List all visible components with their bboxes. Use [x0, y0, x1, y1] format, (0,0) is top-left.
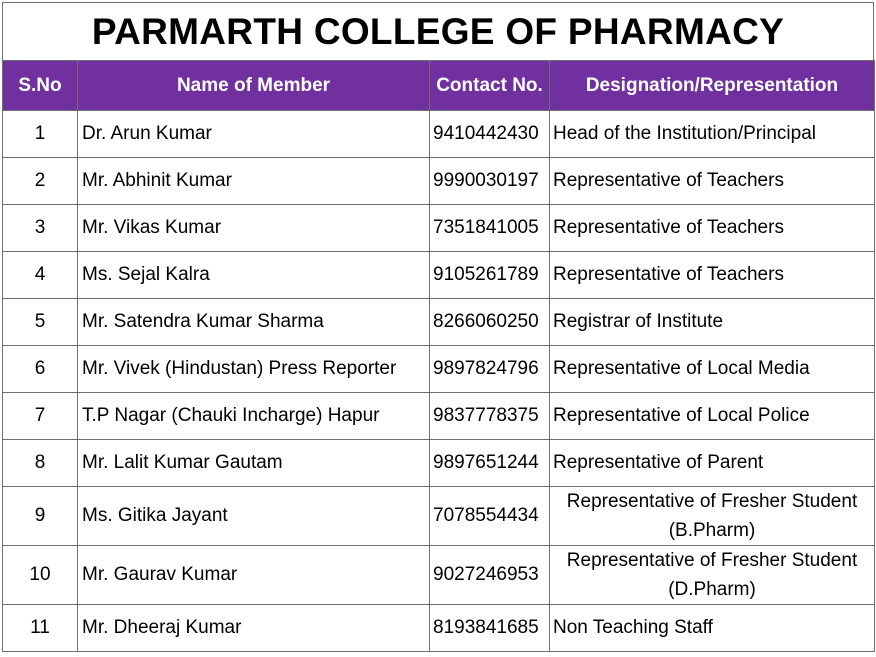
page-title: PARMARTH COLLEGE OF PHARMACY [2, 2, 874, 60]
cell-contact: 9105261789 [430, 252, 550, 299]
cell-name: Mr. Abhinit Kumar [78, 158, 430, 205]
table-row [3, 393, 875, 440]
table-row [3, 252, 875, 299]
cell-contact: 9897651244 [430, 440, 550, 487]
cell-designation: Representative of Teachers [550, 205, 875, 252]
column-header-name: Name of Member [78, 61, 430, 111]
cell-name: Mr. Gaurav Kumar [78, 546, 430, 605]
cell-designation: Representative of Teachers [550, 252, 875, 299]
table-row [3, 440, 875, 487]
cell-name: Mr. Lalit Kumar Gautam [78, 440, 430, 487]
cell-sno: 4 [3, 252, 78, 299]
table-header-row [3, 61, 875, 111]
cell-sno: 11 [3, 605, 78, 652]
cell-sno: 6 [3, 346, 78, 393]
cell-name: Mr. Vikas Kumar [78, 205, 430, 252]
cell-designation: Representative of Teachers [550, 158, 875, 205]
cell-contact: 9027246953 [430, 546, 550, 605]
cell-designation: Representative of Parent [550, 440, 875, 487]
cell-name: Ms. Gitika Jayant [78, 487, 430, 546]
cell-sno: 5 [3, 299, 78, 346]
table-row [3, 346, 875, 393]
cell-name: Dr. Arun Kumar [78, 111, 430, 158]
cell-sno: 1 [3, 111, 78, 158]
column-header-sno: S.No [3, 61, 78, 111]
cell-contact: 9897824796 [430, 346, 550, 393]
cell-contact: 9410442430 [430, 111, 550, 158]
cell-name: Mr. Satendra Kumar Sharma [78, 299, 430, 346]
cell-sno: 8 [3, 440, 78, 487]
cell-contact: 8193841685 [430, 605, 550, 652]
cell-sno: 3 [3, 205, 78, 252]
column-header-contact: Contact No. [430, 61, 550, 111]
cell-sno: 7 [3, 393, 78, 440]
cell-name: T.P Nagar (Chauki Incharge) Hapur [78, 393, 430, 440]
cell-designation: Representative of Local Police [550, 393, 875, 440]
cell-contact: 7078554434 [430, 487, 550, 546]
cell-designation: Non Teaching Staff [550, 605, 875, 652]
cell-designation: Representative of Fresher Student (B.Pharm) [550, 487, 875, 546]
cell-name: Mr. Vivek (Hindustan) Press Reporter [78, 346, 430, 393]
cell-designation: Registrar of Institute [550, 299, 875, 346]
cell-sno: 2 [3, 158, 78, 205]
cell-contact: 9837778375 [430, 393, 550, 440]
member-sheet [2, 2, 874, 655]
table-row [3, 605, 875, 652]
cell-name: Ms. Sejal Kalra [78, 252, 430, 299]
cell-designation: Representative of Local Media [550, 346, 875, 393]
table-row [3, 299, 875, 346]
cell-contact: 9990030197 [430, 158, 550, 205]
cell-contact: 8266060250 [430, 299, 550, 346]
cell-designation: Head of the Institution/Principal [550, 111, 875, 158]
cell-sno: 10 [3, 546, 78, 605]
table-row [3, 111, 875, 158]
cell-designation: Representative of Fresher Student (D.Pharm) [550, 546, 875, 605]
cell-sno: 9 [3, 487, 78, 546]
table-row [3, 487, 875, 546]
members-table [2, 60, 875, 652]
cell-contact: 7351841005 [430, 205, 550, 252]
column-header-designation: Designation/Representation [550, 61, 875, 111]
table-row [3, 205, 875, 252]
table-row [3, 158, 875, 205]
table-row [3, 546, 875, 605]
cell-name: Mr. Dheeraj Kumar [78, 605, 430, 652]
